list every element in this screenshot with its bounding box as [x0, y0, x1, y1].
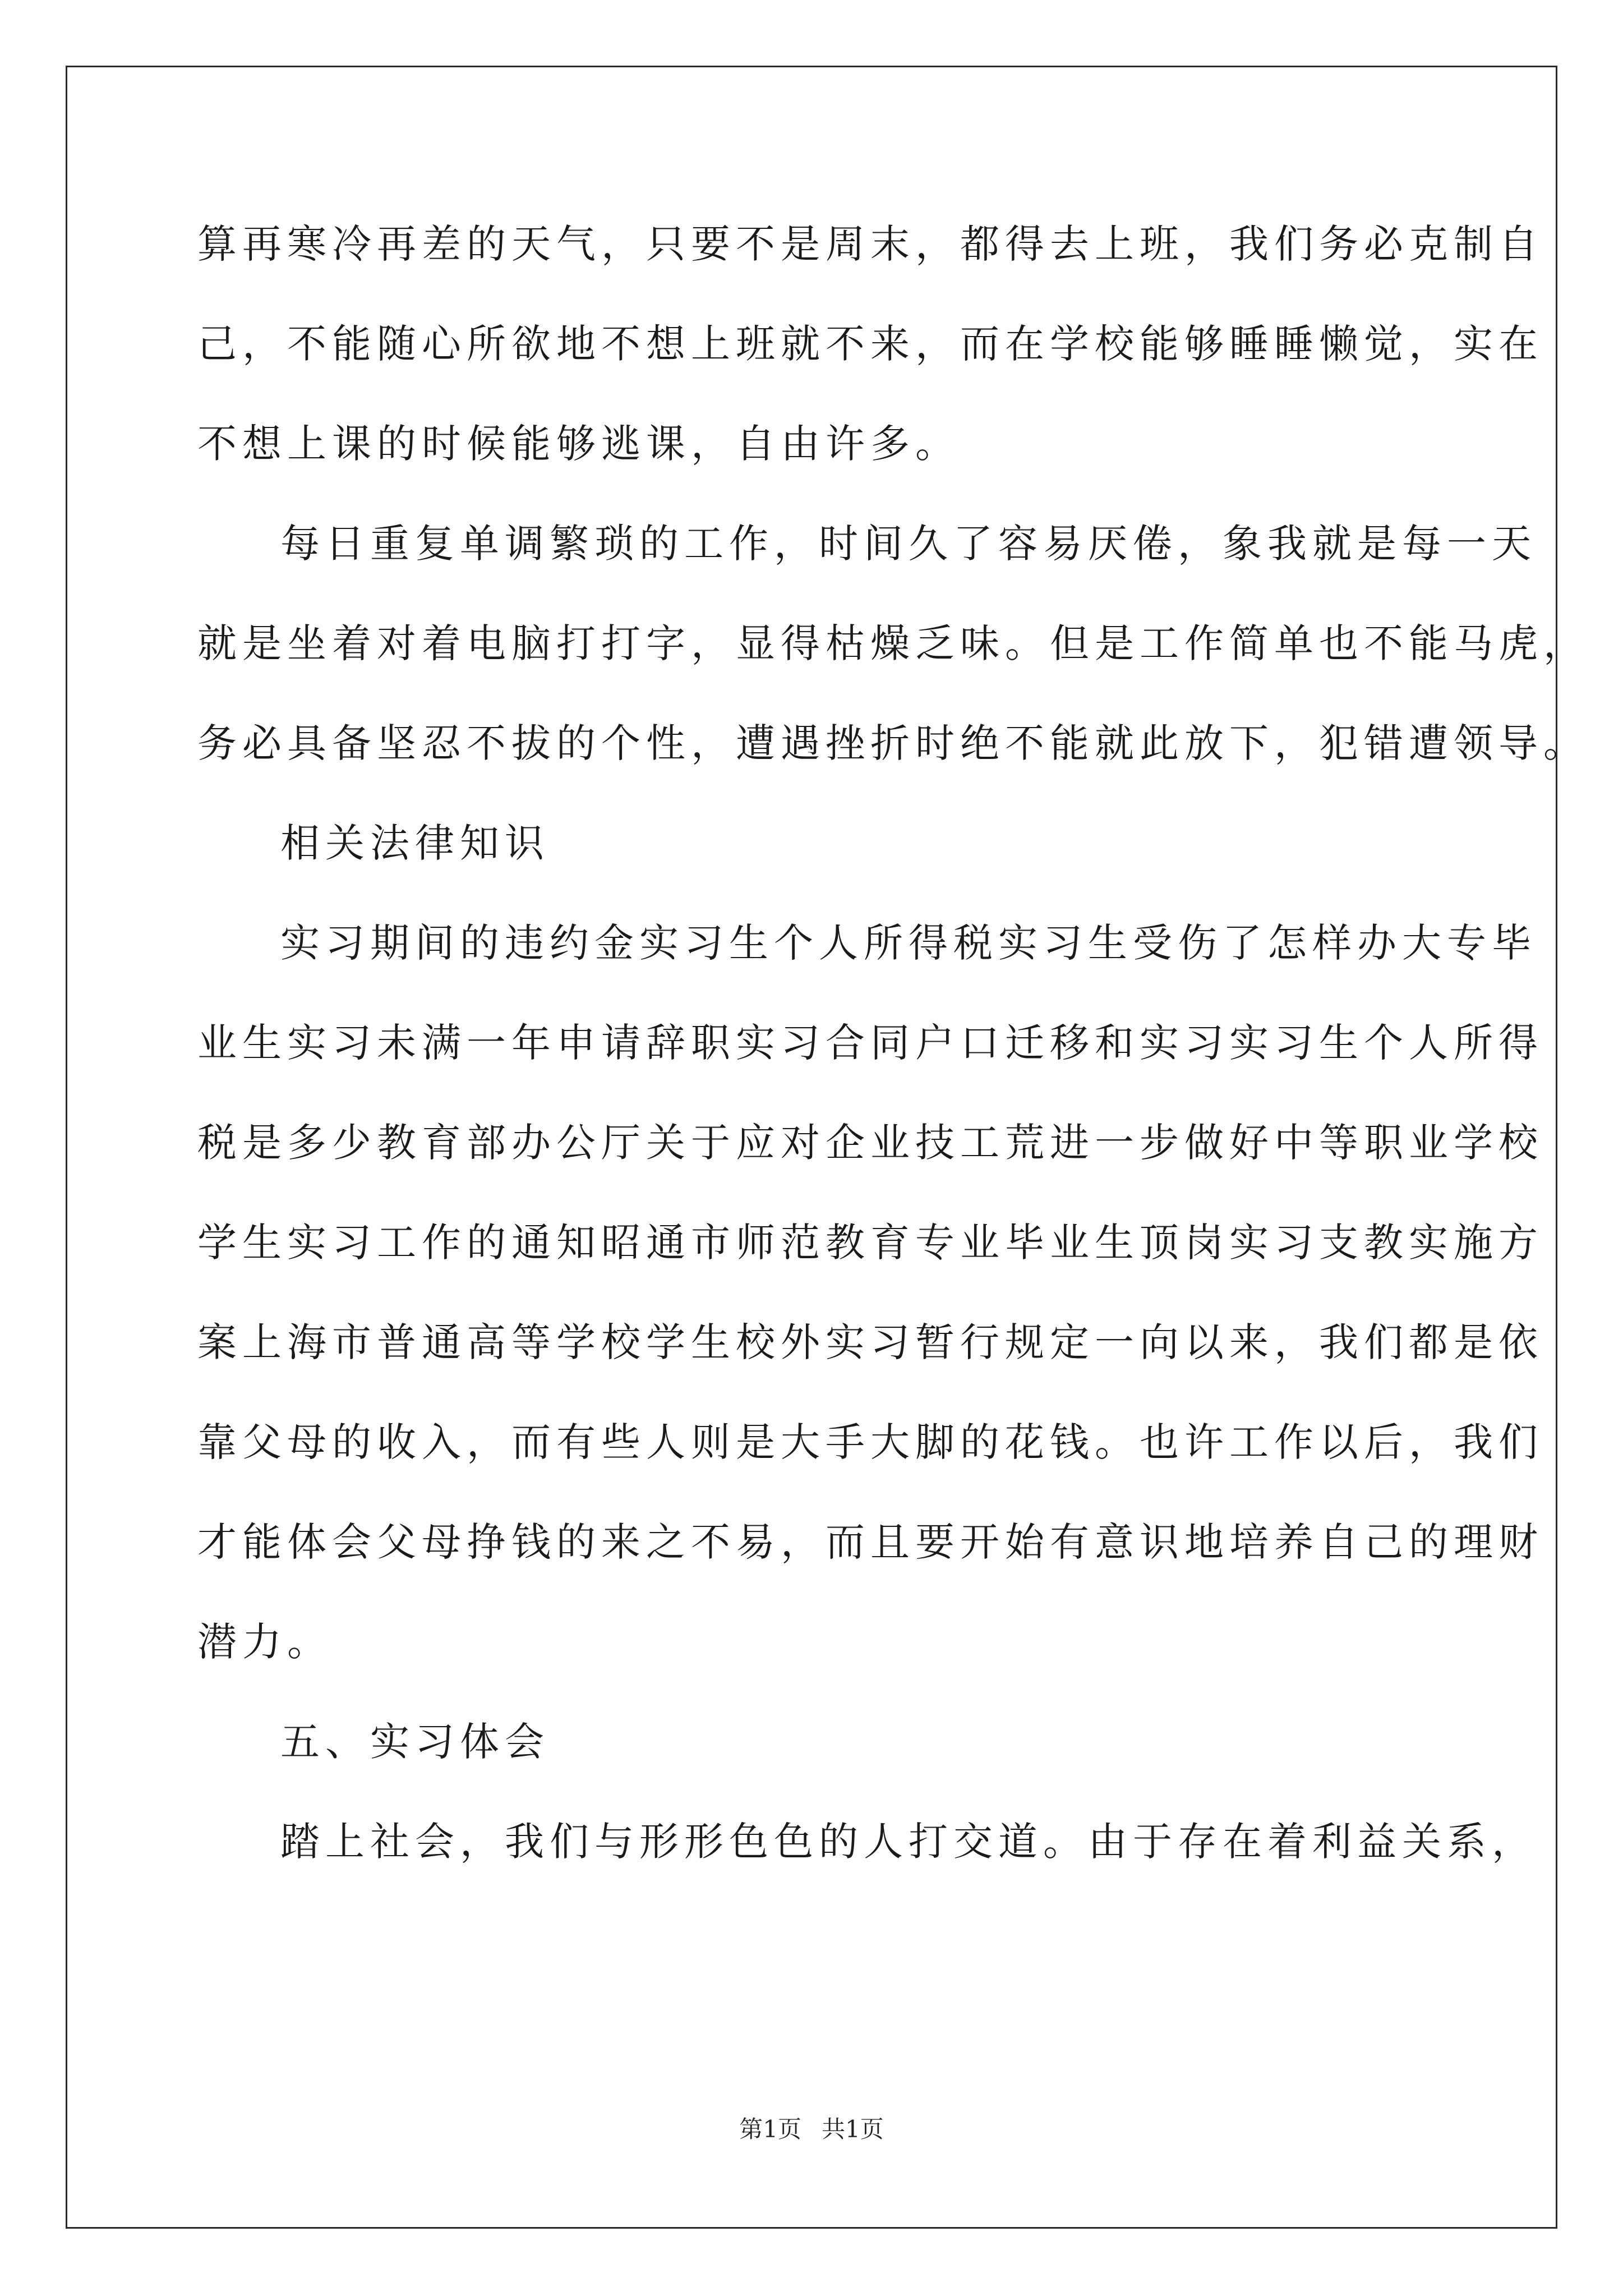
text-line: 潜力。 — [197, 1619, 332, 1665]
text-line: 就是坐着对着电脑打打字，显得枯燥乏味。但是工作简单也不能马虎， — [197, 620, 1588, 666]
text-line: 务必具备坚忍不拔的个性，遭遇挫折时绝不能就此放下，犯错遭领导。 — [197, 720, 1588, 766]
text-line: 业生实习未满一年申请辞职实习合同户口迁移和实习实习生个人所得 — [197, 1020, 1543, 1066]
text-line: 己，不能随心所欲地不想上班就不来，而在学校能够睡睡懒觉，实在 — [197, 321, 1543, 367]
text-line: 不想上课的时候能够逃课，自由许多。 — [197, 421, 960, 467]
paragraph-start-line: 踏上社会，我们与形形色色的人打交道。由于存在着利益关系， — [280, 1819, 1537, 1865]
page-number: 第1页 — [739, 2115, 801, 2143]
text-line: 才能体会父母挣钱的来之不易，而且要开始有意识地培养自己的理财 — [197, 1519, 1543, 1565]
section-heading: 五、实习体会 — [280, 1719, 550, 1765]
page-total: 共1页 — [822, 2115, 884, 2143]
paragraph-start-line: 实习期间的违约金实习生个人所得税实习生受伤了怎样办大专毕 — [280, 920, 1537, 966]
paragraph-start-line: 每日重复单调繁琐的工作，时间久了容易厌倦，象我就是每一天 — [280, 521, 1537, 567]
text-line: 案上海市普通高等学校学生校外实习暂行规定一向以来，我们都是依 — [197, 1319, 1543, 1365]
text-line: 算再寒冷再差的天气，只要不是周末，都得去上班，我们务必克制自 — [197, 221, 1543, 267]
text-line: 靠父母的收入，而有些人则是大手大脚的花钱。也许工作以后，我们 — [197, 1419, 1543, 1465]
page-footer — [0, 2114, 1623, 2145]
text-line: 税是多少教育部办公厅关于应对企业技工荒进一步做好中等职业学校 — [197, 1120, 1543, 1166]
section-heading: 相关法律知识 — [280, 820, 550, 866]
text-line: 学生实习工作的通知昭通市师范教育专业毕业生顶岗实习支教实施方 — [197, 1220, 1543, 1266]
